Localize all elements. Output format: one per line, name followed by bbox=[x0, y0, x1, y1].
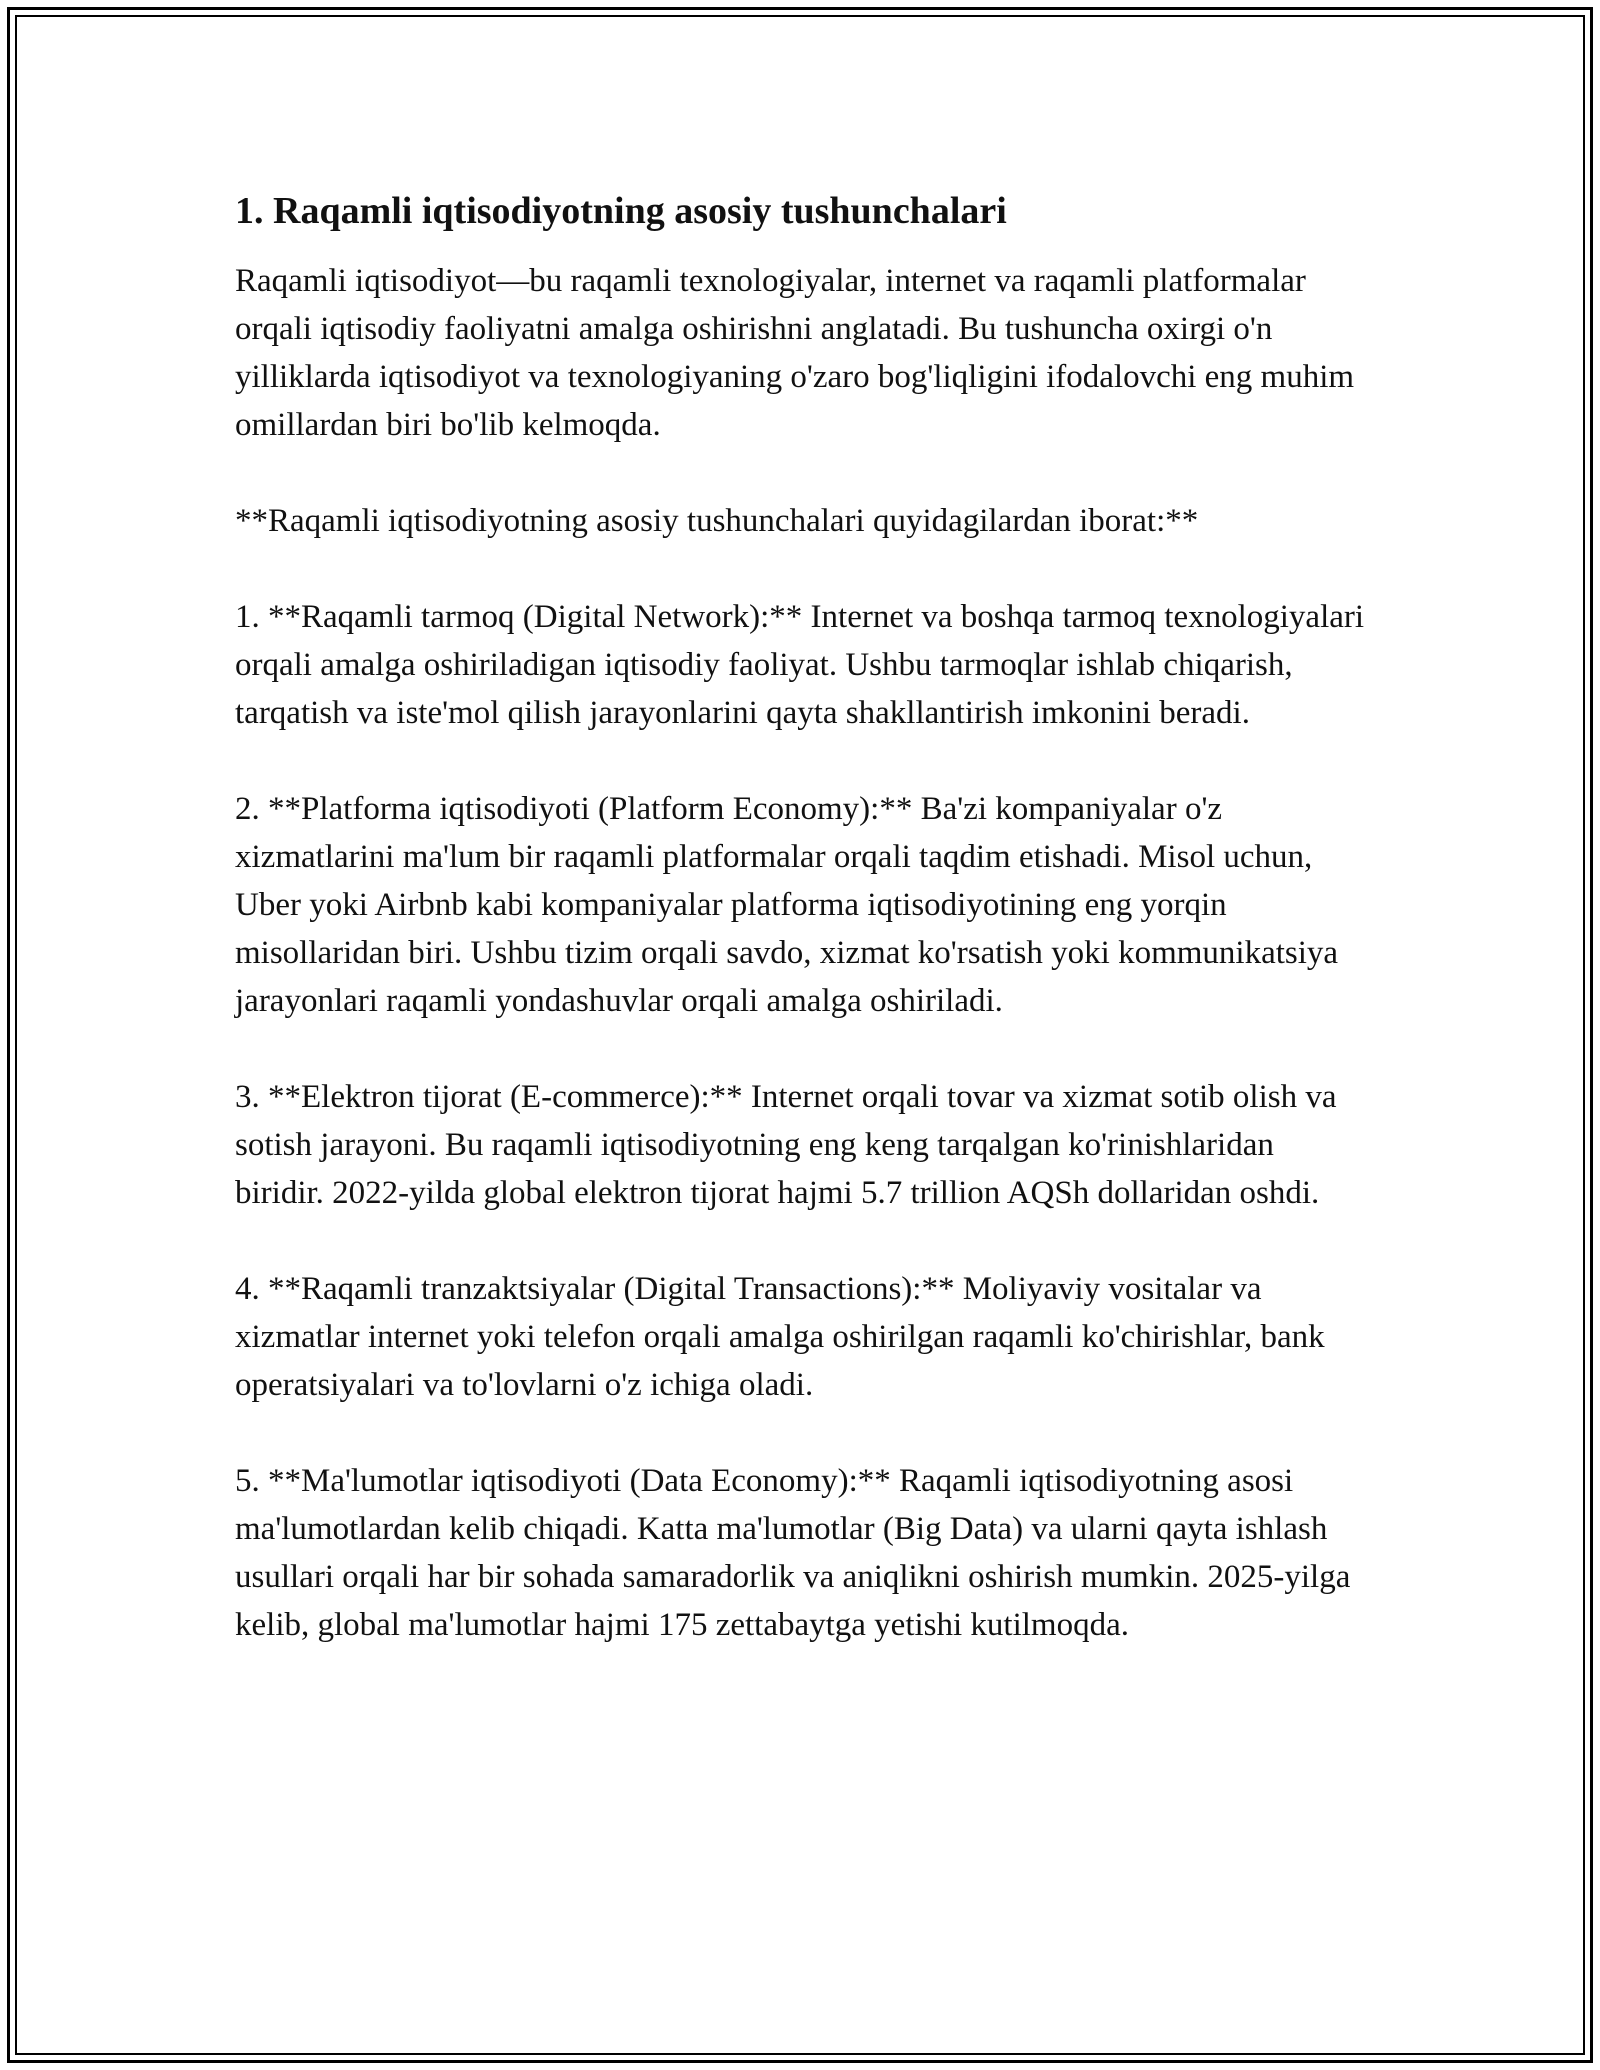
concepts-lead-paragraph: **Raqamli iqtisodiyotning asosiy tushunchalari quyidagilardan iborat:** bbox=[235, 503, 1199, 539]
concept-item-e-commerce: 3. **Elektron tijorat (E-commerce):** Internet orqali tovar va xizmat sotib olish va sotish jarayoni. Bu raqamli iqtisodiyotning eng keng tarqalgan ko'rinishlaridan biridir. 2022-yilda global elektron tijorat hajmi 5.7 trillion AQSh dollaridan oshdi. bbox=[235, 1079, 1337, 1211]
concept-item-data-economy: 5. **Ma'lumotlar iqtisodiyoti (Data Economy):** Raqamli iqtisodiyotning asosi ma'lumotlardan kelib chiqadi. Katta ma'lumotlar (Big Data) va ularni qayta ishlash usullari orqali har bir sohada samaradorlik va aniqlikni oshirish mumkin. 2025-yilga kelib, global ma'lumotlar hajmi 175 zettabaytga yetishi kutilmoqda. bbox=[235, 1463, 1351, 1643]
section-heading: 1. Raqamli iqtisodiyotning asosiy tushunchalari bbox=[235, 190, 1007, 232]
concept-item-platform-economy: 2. **Platforma iqtisodiyoti (Platform Economy):** Ba'zi kompaniyalar o'z xizmatlarini ma'lum bir raqamli platformalar orqali taqdim etishadi. Misol uchun, Uber yoki Airbnb kabi kompaniyalar platforma iqtisodiyotining eng yorqin misollaridan biri. Ushbu tizim orqali savdo, xizmat ko'rsatish yoki kommunikatsiya jarayonlari raqamli yondashuvlar orqali amalga oshiriladi. bbox=[235, 791, 1339, 1019]
document-body bbox=[235, 185, 1370, 1697]
intro-paragraph: Raqamli iqtisodiyot—bu raqamli texnologiyalar, internet va raqamli platformalar orqali iqtisodiy faoliyatni amalga oshirishni anglatadi. Bu tushuncha oxirgi o'n yilliklarda iqtisodiyot va texnologiyaning o'zaro bog'liqligini ifodalovchi eng muhim omillardan biri bo'lib kelmoqda. bbox=[235, 263, 1355, 443]
concept-item-digital-transactions: 4. **Raqamli tranzaktsiyalar (Digital Transactions):** Moliyaviy vositalar va xizmatlar internet yoki telefon orqali amalga oshirilgan raqamli ko'chirishlar, bank operatsiyalari va to'lovlarni o'z ichiga oladi. bbox=[235, 1271, 1325, 1403]
concept-item-digital-network: 1. **Raqamli tarmoq (Digital Network):** Internet va boshqa tarmoq texnologiyalari orqali amalga oshiriladigan iqtisodiy faoliyat. Ushbu tarmoqlar ishlab chiqarish, tarqatish va iste'mol qilish jarayonlarini qayta shakllantirish imkonini beradi. bbox=[235, 599, 1365, 731]
